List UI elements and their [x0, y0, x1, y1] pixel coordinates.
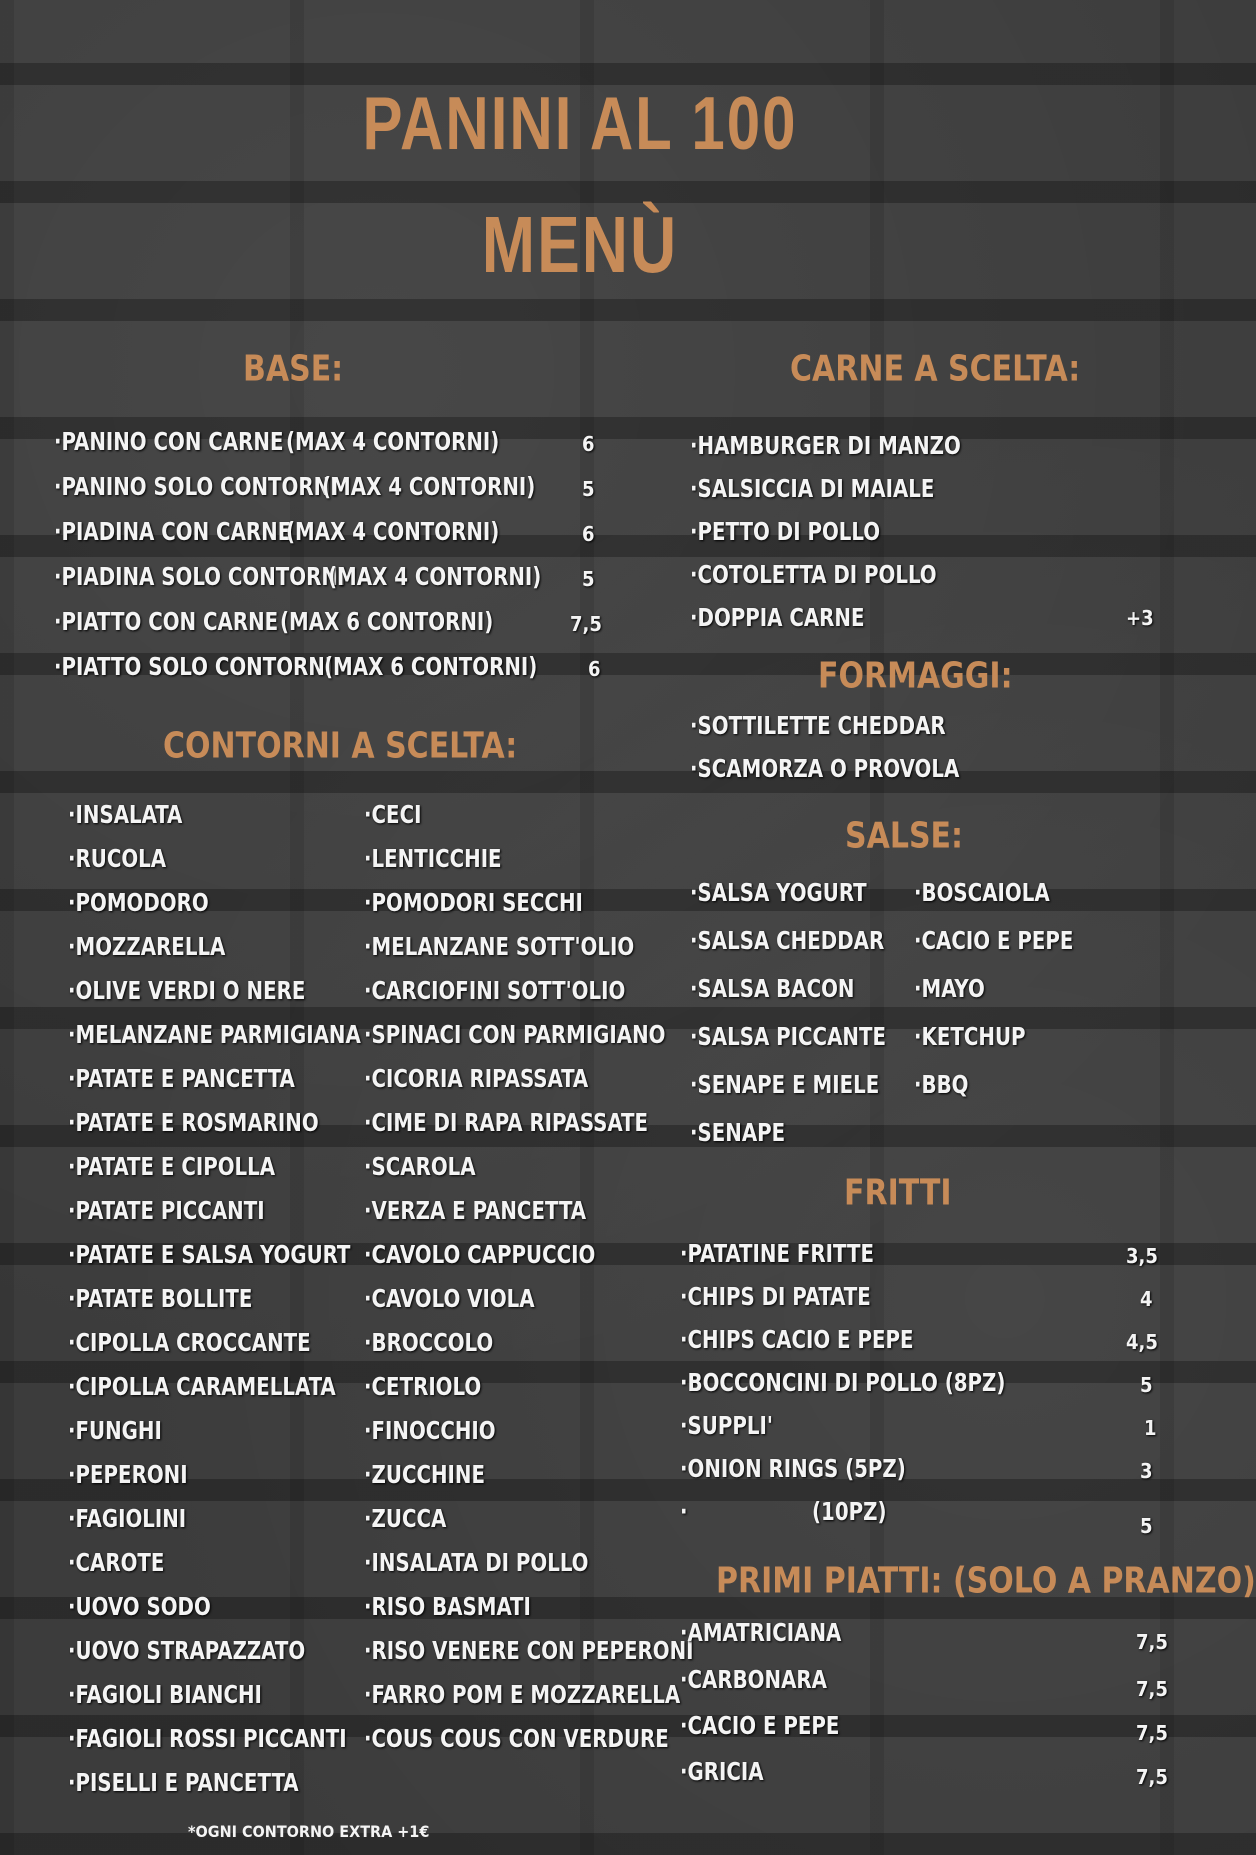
contorni-heading: CONTORNI A SCELTA:: [163, 725, 518, 767]
base-item-name: ·PIADINA SOLO CONTORNI: [54, 563, 346, 592]
list-item: ·SPINACI CON PARMIGIANO: [364, 1021, 666, 1050]
list-item: ·RUCOLA: [68, 845, 167, 874]
extra-contorno-note: *OGNI CONTORNO EXTRA +1€: [188, 1822, 430, 1841]
list-item: ·RISO VENERE CON PEPERONI: [364, 1637, 694, 1666]
list-item: ·COUS COUS CON VERDURE: [364, 1725, 669, 1754]
list-item: ·LENTICCHIE: [364, 845, 502, 874]
list-item: ·FAGIOLI ROSSI PICCANTI: [68, 1725, 347, 1754]
list-item: ·SALSA PICCANTE: [690, 1023, 886, 1052]
list-item: ·CAVOLO VIOLA: [364, 1285, 535, 1314]
base-item-price: 6: [582, 522, 595, 546]
list-item: ·ZUCCA: [364, 1505, 447, 1534]
list-item: ·HAMBURGER DI MANZO: [690, 432, 961, 461]
list-item: ·SCAROLA: [364, 1153, 476, 1182]
base-item-price: 5: [582, 477, 595, 501]
base-item-price: 7,5: [570, 612, 602, 636]
base-item-note: (MAX 6 CONTORNI): [280, 608, 494, 637]
list-item: ·CHIPS CACIO E PEPE: [680, 1326, 914, 1355]
list-item: ·MELANZANE PARMIGIANA: [68, 1021, 361, 1050]
base-item-name: ·PIADINA CON CARNE: [54, 518, 292, 547]
list-item: ·SALSA CHEDDAR: [690, 927, 885, 956]
base-item-note: (MAX 4 CONTORNI): [328, 563, 542, 592]
list-item: ·CACIO E PEPE: [914, 927, 1074, 956]
list-item: ·PATATE BOLLITE: [68, 1285, 253, 1314]
list-item: ·CIPOLLA CROCCANTE: [68, 1329, 311, 1358]
restaurant-title: PANINI AL 100: [362, 81, 798, 165]
list-item: ·ONION RINGS (5PZ): [680, 1455, 906, 1484]
list-item: ·INSALATA: [68, 801, 183, 830]
list-item: ·CHIPS DI PATATE: [680, 1283, 871, 1312]
list-item: ·CACIO E PEPE: [680, 1712, 840, 1741]
list-item: ·SUPPLI': [680, 1412, 773, 1441]
list-item: ·PATATINE FRITTE: [680, 1240, 875, 1269]
list-item: ·PISELLI E PANCETTA: [68, 1769, 299, 1798]
base-item-price: 6: [588, 657, 601, 681]
list-item: ·MAYO: [914, 975, 985, 1004]
list-item: ·PATATE E PANCETTA: [68, 1065, 295, 1094]
item-price: 7,5: [1136, 1630, 1168, 1654]
list-item: ·POMODORO: [68, 889, 209, 918]
list-item: ·RISO BASMATI: [364, 1593, 531, 1622]
list-item: ·FARRO POM E MOZZARELLA: [364, 1681, 681, 1710]
list-item: ·DOPPIA CARNE: [690, 604, 865, 633]
list-item: ·PETTO DI POLLO: [690, 518, 881, 547]
base-item-price: 5: [582, 567, 595, 591]
list-item: ·BOCCONCINI DI POLLO (8PZ): [680, 1369, 1006, 1398]
list-item: ·UOVO SODO: [68, 1593, 211, 1622]
list-item: ·CARBONARA: [680, 1666, 827, 1695]
formaggi-heading: FORMAGGI:: [818, 655, 1013, 697]
list-item: ·CECI: [364, 801, 422, 830]
item-price: 7,5: [1136, 1721, 1168, 1745]
item-price: 4: [1140, 1287, 1153, 1311]
menu-title: MENÙ: [481, 199, 679, 290]
list-item: ·PATATE E CIPOLLA: [68, 1153, 276, 1182]
list-item: ·BBQ: [914, 1071, 969, 1100]
list-item: ·VERZA E PANCETTA: [364, 1197, 587, 1226]
list-item: ·SALSICCIA DI MAIALE: [690, 475, 935, 504]
item-price: 3,5: [1126, 1244, 1158, 1268]
list-item: ·MOZZARELLA: [68, 933, 226, 962]
list-item: ·: [680, 1498, 688, 1527]
base-item-note: (MAX 4 CONTORNI): [322, 473, 536, 502]
list-item: ·FUNGHI: [68, 1417, 162, 1446]
list-item: ·FAGIOLI BIANCHI: [68, 1681, 262, 1710]
list-item: ·SALSA YOGURT: [690, 879, 867, 908]
primi-heading: PRIMI PIATTI: (SOLO A PRANZO): [716, 1560, 1256, 1602]
list-item: ·BOSCAIOLA: [914, 879, 1050, 908]
list-item: ·PATATE E ROSMARINO: [68, 1109, 319, 1138]
list-item: ·KETCHUP: [914, 1023, 1026, 1052]
list-item-sub: (10PZ): [812, 1498, 887, 1527]
list-item: ·MELANZANE SOTT'OLIO: [364, 933, 635, 962]
item-price: 5: [1140, 1514, 1153, 1538]
list-item: ·SCAMORZA O PROVOLA: [690, 755, 960, 784]
list-item: ·FAGIOLINI: [68, 1505, 187, 1534]
base-item-note: (MAX 4 CONTORNI): [286, 428, 500, 457]
list-item: ·CAVOLO CAPPUCCIO: [364, 1241, 596, 1270]
item-price: 1: [1144, 1416, 1157, 1440]
base-item-name: ·PIATTO SOLO CONTORNI: [54, 653, 333, 682]
list-item: ·OLIVE VERDI O NERE: [68, 977, 306, 1006]
list-item: ·SENAPE: [690, 1119, 786, 1148]
list-item: ·PATATE E SALSA YOGURT: [68, 1241, 351, 1270]
list-item: ·SALSA BACON: [690, 975, 855, 1004]
list-item: ·PATATE PICCANTI: [68, 1197, 265, 1226]
list-item: ·COTOLETTA DI POLLO: [690, 561, 937, 590]
list-item: ·CAROTE: [68, 1549, 165, 1578]
carne-extra-price: +3: [1126, 606, 1154, 630]
list-item: ·POMODORI SECCHI: [364, 889, 583, 918]
list-item: ·BROCCOLO: [364, 1329, 494, 1358]
list-item: ·SOTTILETTE CHEDDAR: [690, 712, 946, 741]
list-item: ·FINOCCHIO: [364, 1417, 496, 1446]
fritti-heading: FRITTI: [844, 1172, 952, 1214]
list-item: ·CICORIA RIPASSATA: [364, 1065, 589, 1094]
list-item: ·PEPERONI: [68, 1461, 188, 1490]
base-item-name: ·PANINO SOLO CONTORNI: [54, 473, 338, 502]
item-price: 5: [1140, 1373, 1153, 1397]
salse-heading: SALSE:: [845, 815, 964, 857]
base-item-price: 6: [582, 432, 595, 456]
list-item: ·CIME DI RAPA RIPASSATE: [364, 1109, 649, 1138]
list-item: ·CARCIOFINI SOTT'OLIO: [364, 977, 626, 1006]
list-item: ·SENAPE E MIELE: [690, 1071, 880, 1100]
base-item-name: ·PIATTO CON CARNE: [54, 608, 279, 637]
item-price: 3: [1140, 1459, 1153, 1483]
list-item: ·UOVO STRAPAZZATO: [68, 1637, 306, 1666]
item-price: 4,5: [1126, 1330, 1158, 1354]
item-price: 7,5: [1136, 1677, 1168, 1701]
base-item-note: (MAX 6 CONTORNI): [324, 653, 538, 682]
list-item: ·ZUCCHINE: [364, 1461, 485, 1490]
base-item-name: ·PANINO CON CARNE: [54, 428, 284, 457]
list-item: ·CIPOLLA CARAMELLATA: [68, 1373, 336, 1402]
list-item: ·CETRIOLO: [364, 1373, 482, 1402]
carne-heading: CARNE A SCELTA:: [790, 348, 1081, 390]
list-item: ·AMATRICIANA: [680, 1619, 842, 1648]
base-item-note: (MAX 4 CONTORNI): [286, 518, 500, 547]
item-price: 7,5: [1136, 1765, 1168, 1789]
list-item: ·INSALATA DI POLLO: [364, 1549, 589, 1578]
list-item: ·GRICIA: [680, 1758, 764, 1787]
base-heading: BASE:: [243, 348, 344, 390]
